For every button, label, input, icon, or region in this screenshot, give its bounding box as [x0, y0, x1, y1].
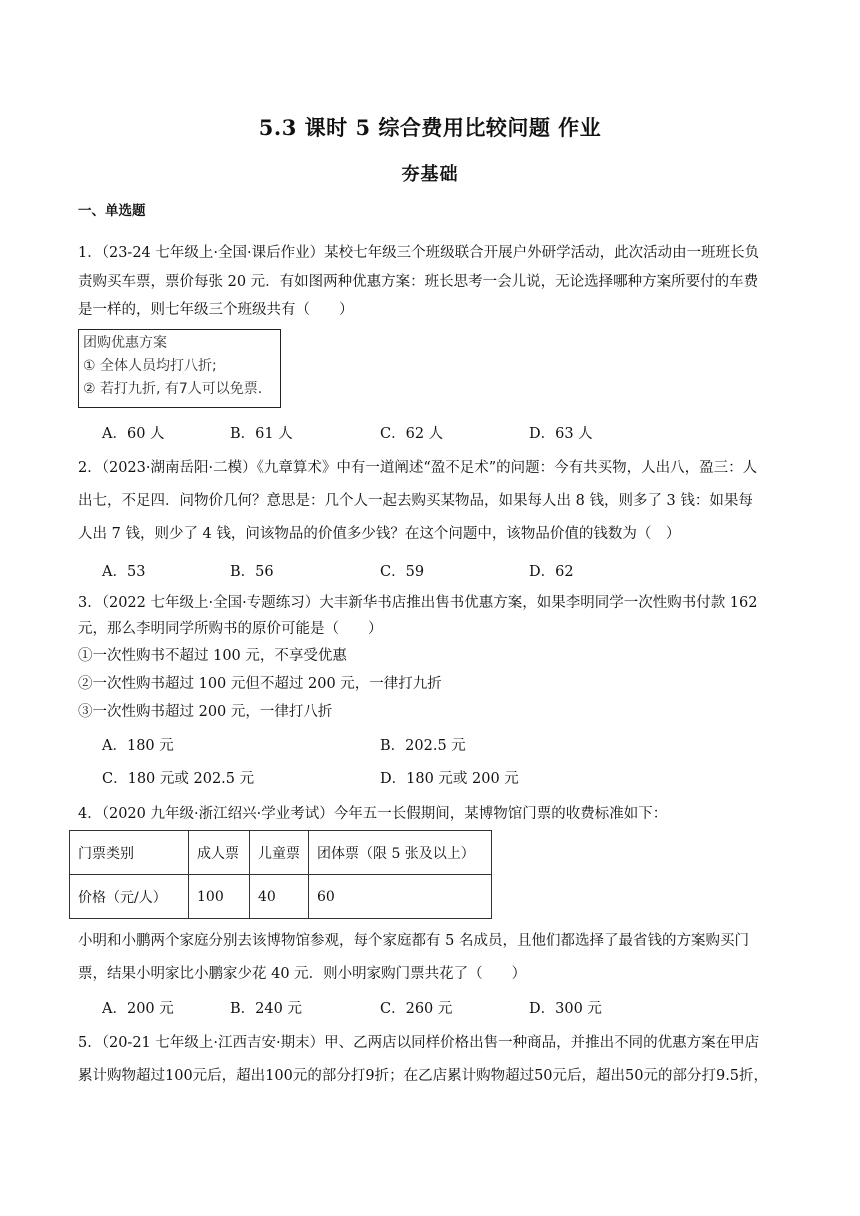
- discount-plan-title: 团购优惠方案: [83, 335, 167, 351]
- question-3-line: 3．（2022 七年级上·全国·专题练习）大丰新华书店推出售书优惠方案，如果李明同学一次性购书付款 162: [78, 595, 758, 611]
- question-4-line: 票，结果小明家比小鹏家少花 40 元．则小明家购门票共花了（ ）: [78, 966, 527, 982]
- question-3-option-d[interactable]: D．180 元或 200 元: [380, 771, 519, 787]
- table-cell: 60: [309, 875, 492, 919]
- question-2-line: 2．（2023·湖南岳阳·二模）《九章算术》中有一道阐述“盈不足术”的问题：今有共买物，人出八，盈三：人: [78, 460, 758, 476]
- question-3-option-a[interactable]: A．180 元: [102, 738, 174, 754]
- table-header-row: [70, 831, 492, 875]
- question-1-line: 责购买车票，票价每张 20 元．有如图两种优惠方案：班长思考一会儿说，无论选择哪种方案所要付的车费: [78, 274, 759, 290]
- table-cell: 100: [189, 875, 250, 919]
- table-header-cell: 门票类别: [70, 831, 189, 875]
- question-1-option-b[interactable]: B．61 人: [230, 426, 293, 442]
- question-5-line: 5．（20-21 七年级上·江西吉安·期末）甲、乙两店以同样价格出售一种商品，并推出不同的优惠方案在甲店: [78, 1035, 760, 1051]
- question-1-option-d[interactable]: D．63 人: [529, 426, 593, 442]
- question-2-option-a[interactable]: A．53: [102, 564, 146, 580]
- question-4-option-d[interactable]: D．300 元: [529, 1001, 602, 1017]
- question-4-option-a[interactable]: A．200 元: [102, 1001, 174, 1017]
- table-header-cell: 成人票: [189, 831, 250, 875]
- question-3-line: 元，那么李明同学所购书的原价可能是（ ）: [78, 621, 383, 637]
- question-3-condition: ①一次性购书不超过 100 元，不享受优惠: [78, 648, 347, 664]
- question-4-line: 小明和小鹏两个家庭分别去该博物馆参观，每个家庭都有 5 名成员，且他们都选择了最省钱的方案购买门: [78, 933, 749, 949]
- table-header-cell: 团体票（限 5 张及以上）: [309, 831, 492, 875]
- discount-plan-item: ① 全体人员均打八折;: [83, 358, 217, 374]
- question-2-line: 人出 7 钱，则少了 4 钱，问该物品的价值多少钱？在这个问题中，该物品价值的钱数为（ ）: [78, 526, 681, 542]
- question-4-option-c[interactable]: C．260 元: [380, 1001, 453, 1017]
- question-3-option-b[interactable]: B．202.5 元: [380, 738, 466, 754]
- question-1-line: 是一样的，则七年级三个班级共有（ ）: [78, 302, 354, 318]
- question-5-line: 累计购物超过100元后，超出100元的部分打9折；在乙店累计购物超过50元后，超出50元的部分打9.5折，: [78, 1068, 769, 1084]
- question-1-option-a[interactable]: A．60 人: [102, 426, 165, 442]
- question-3-option-c[interactable]: C．180 元或 202.5 元: [102, 771, 255, 787]
- section-heading: 一、单选题: [78, 203, 146, 219]
- question-1-option-c[interactable]: C．62 人: [380, 426, 444, 442]
- table-cell: 价格（元/人）: [70, 875, 189, 919]
- question-4-intro: 4．（2020 九年级·浙江绍兴·学业考试）今年五一长假期间，某博物馆门票的收费标准如下：: [78, 806, 668, 822]
- question-2-option-c[interactable]: C．59: [380, 564, 425, 580]
- table-header-cell: 儿童票: [250, 831, 309, 875]
- table-cell: 40: [250, 875, 309, 919]
- question-2-option-b[interactable]: B．56: [230, 564, 274, 580]
- question-2-option-d[interactable]: D．62: [529, 564, 574, 580]
- question-3-condition: ③一次性购书超过 200 元，一律打八折: [78, 704, 333, 720]
- discount-plan-box: [78, 329, 281, 408]
- question-3-condition: ②一次性购书超过 100 元但不超过 200 元，一律打九折: [78, 676, 442, 692]
- question-2-line: 出七，不足四．问物价几何？意思是：几个人一起去购买某物品，如果每人出 8 钱，则多了 3 钱：如果每: [78, 493, 753, 509]
- page-subtitle: 夯基础: [401, 164, 459, 185]
- ticket-price-table: [69, 830, 492, 919]
- page-title: 5.3 课时 5 综合费用比较问题 作业: [258, 115, 602, 140]
- discount-plan-item: ② 若打九折, 有7人可以免票.: [83, 381, 263, 397]
- question-4-option-b[interactable]: B．240 元: [230, 1001, 302, 1017]
- question-1-line: 1．（23-24 七年级上·全国·课后作业）某校七年级三个班级联合开展户外研学活动，此次活动由一班班长负: [78, 245, 760, 261]
- table-row: [70, 875, 492, 919]
